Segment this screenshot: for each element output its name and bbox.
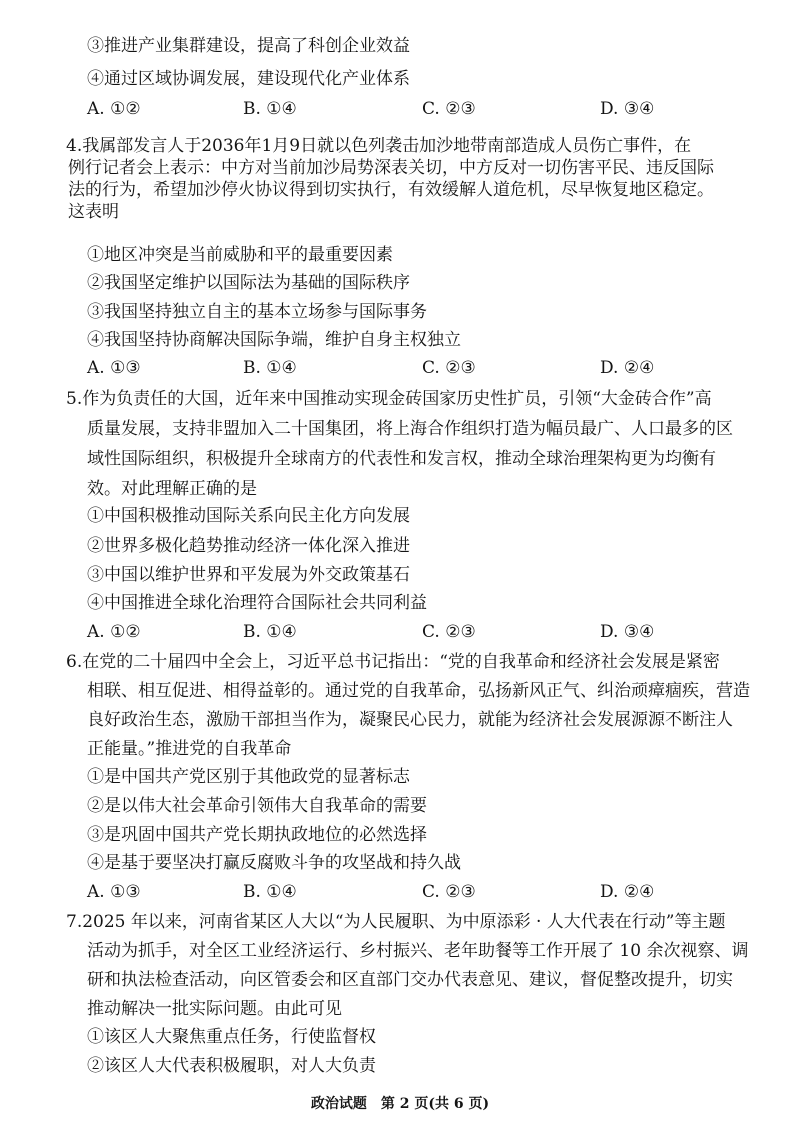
q5-stem-line: 5.作为负责任的大国，近年来中国推动实现金砖国家历史性扩员，引领“大金砖合作”高 [66, 389, 712, 409]
q6-option-b: B. ①④ [243, 882, 297, 902]
q4-item-3: ③我国坚持独立自主的基本立场参与国际事务 [87, 302, 427, 322]
q4-stem-line: 这表明 [68, 202, 119, 222]
q4-option-a: A. ①③ [87, 358, 141, 378]
page-footer: 政治试题 第 2 页(共 6 页) [310, 1096, 490, 1112]
q3-option-c: C. ②③ [422, 99, 476, 119]
q6-option-c: C. ②③ [422, 882, 476, 902]
q5-item-3: ③中国以维护世界和平发展为外交政策基石 [87, 565, 410, 585]
q4-option-b: B. ①④ [243, 358, 297, 378]
q5-option-a: A. ①② [87, 622, 141, 642]
q4-item-2: ②我国坚定维护以国际法为基础的国际秩序 [87, 273, 410, 293]
q7-stem-line: 活动为抓手，对全区工业经济运行、乡村振兴、老年助餐等工作开展了 10 余次视察、调 [87, 941, 749, 961]
q3-item-3: ③推进产业集群建设，提高了科创企业效益 [87, 36, 410, 56]
q5-option-c: C. ②③ [422, 622, 476, 642]
q6-stem-line: 相联、相互促进、相得益彰的。通过党的自我革命，弘扬新风正气、纠治顽瘴痼疾，营造 [87, 681, 750, 701]
q5-stem-line: 效。对此理解正确的是 [87, 479, 257, 499]
q4-stem-line: 法的行为，希望加沙停火协议得到切实执行，有效缓解人道危机，尽早恢复地区稳定。 [68, 180, 714, 200]
q6-stem-line: 正能量。”推进党的自我革命 [87, 739, 292, 759]
q7-stem-line: 推动解决一批实际问题。由此可见 [87, 999, 342, 1019]
q7-item-1: ①该区人大聚焦重点任务，行使监督权 [87, 1027, 376, 1047]
q3-option-b: B. ①④ [243, 99, 297, 119]
q5-item-4: ④中国推进全球化治理符合国际社会共同利益 [87, 593, 427, 613]
q7-stem-line: 研和执法检查活动，向区管委会和区直部门交办代表意见、建议，督促整改提升，切实 [87, 970, 733, 990]
q6-stem-line: 良好政治生态，激励干部担当作为，凝聚民心民力，就能为经济社会发展源源不断注人 [87, 710, 733, 730]
q3-option-a: A. ①② [87, 99, 141, 119]
q5-stem-line: 质量发展，支持非盟加入二十国集团，将上海合作组织打造为幅员最广、人口最多的区 [87, 419, 733, 439]
q5-option-b: B. ①④ [243, 622, 297, 642]
q5-item-2: ②世界多极化趋势推动经济一体化深入推进 [87, 536, 410, 556]
q4-option-c: C. ②③ [422, 358, 476, 378]
q6-item-1: ①是中国共产党区别于其他政党的显著标志 [87, 767, 410, 787]
q5-option-d: D. ③④ [600, 622, 655, 642]
q7-item-2: ②该区人大代表积极履职，对人大负责 [87, 1056, 376, 1076]
q3-option-d: D. ③④ [600, 99, 655, 119]
q6-option-a: A. ①③ [87, 882, 141, 902]
q5-item-1: ①中国积极推动国际关系向民主化方向发展 [87, 506, 410, 526]
q7-stem-line: 7.2025 年以来，河南省某区人大以“为人民履职、为中原添彩 · 人大代表在行动”等主题 [66, 912, 726, 932]
q6-item-3: ③是巩固中国共产党长期执政地位的必然选择 [87, 825, 427, 845]
q6-option-d: D. ②④ [600, 882, 655, 902]
q4-item-4: ④我国坚持协商解决国际争端，维护自身主权独立 [87, 330, 461, 350]
q6-item-4: ④是基于要坚决打赢反腐败斗争的攻坚战和持久战 [87, 853, 461, 873]
q4-stem-line: 例行记者会上表示：中方对当前加沙局势深表关切，中方反对一切伤害平民、违反国际 [68, 158, 714, 178]
q4-stem-line: 4.我属部发言人于2036年1月9日就以色列袭击加沙地带南部造成人员伤亡事件，在 [66, 136, 692, 156]
q4-item-1: ①地区冲突是当前威胁和平的最重要因素 [87, 245, 393, 265]
q6-stem-line: 6.在党的二十届四中全会上，习近平总书记指出：“党的自我革命和经济社会发展是紧密 [66, 652, 720, 672]
q6-item-2: ②是以伟大社会革命引领伟大自我革命的需要 [87, 796, 427, 816]
q4-option-d: D. ②④ [600, 358, 655, 378]
q5-stem-line: 域性国际组织，积极提升全球南方的代表性和发言权，推动全球治理架构更为均衡有 [87, 449, 716, 469]
q3-item-4: ④通过区域协调发展，建设现代化产业体系 [87, 69, 410, 89]
